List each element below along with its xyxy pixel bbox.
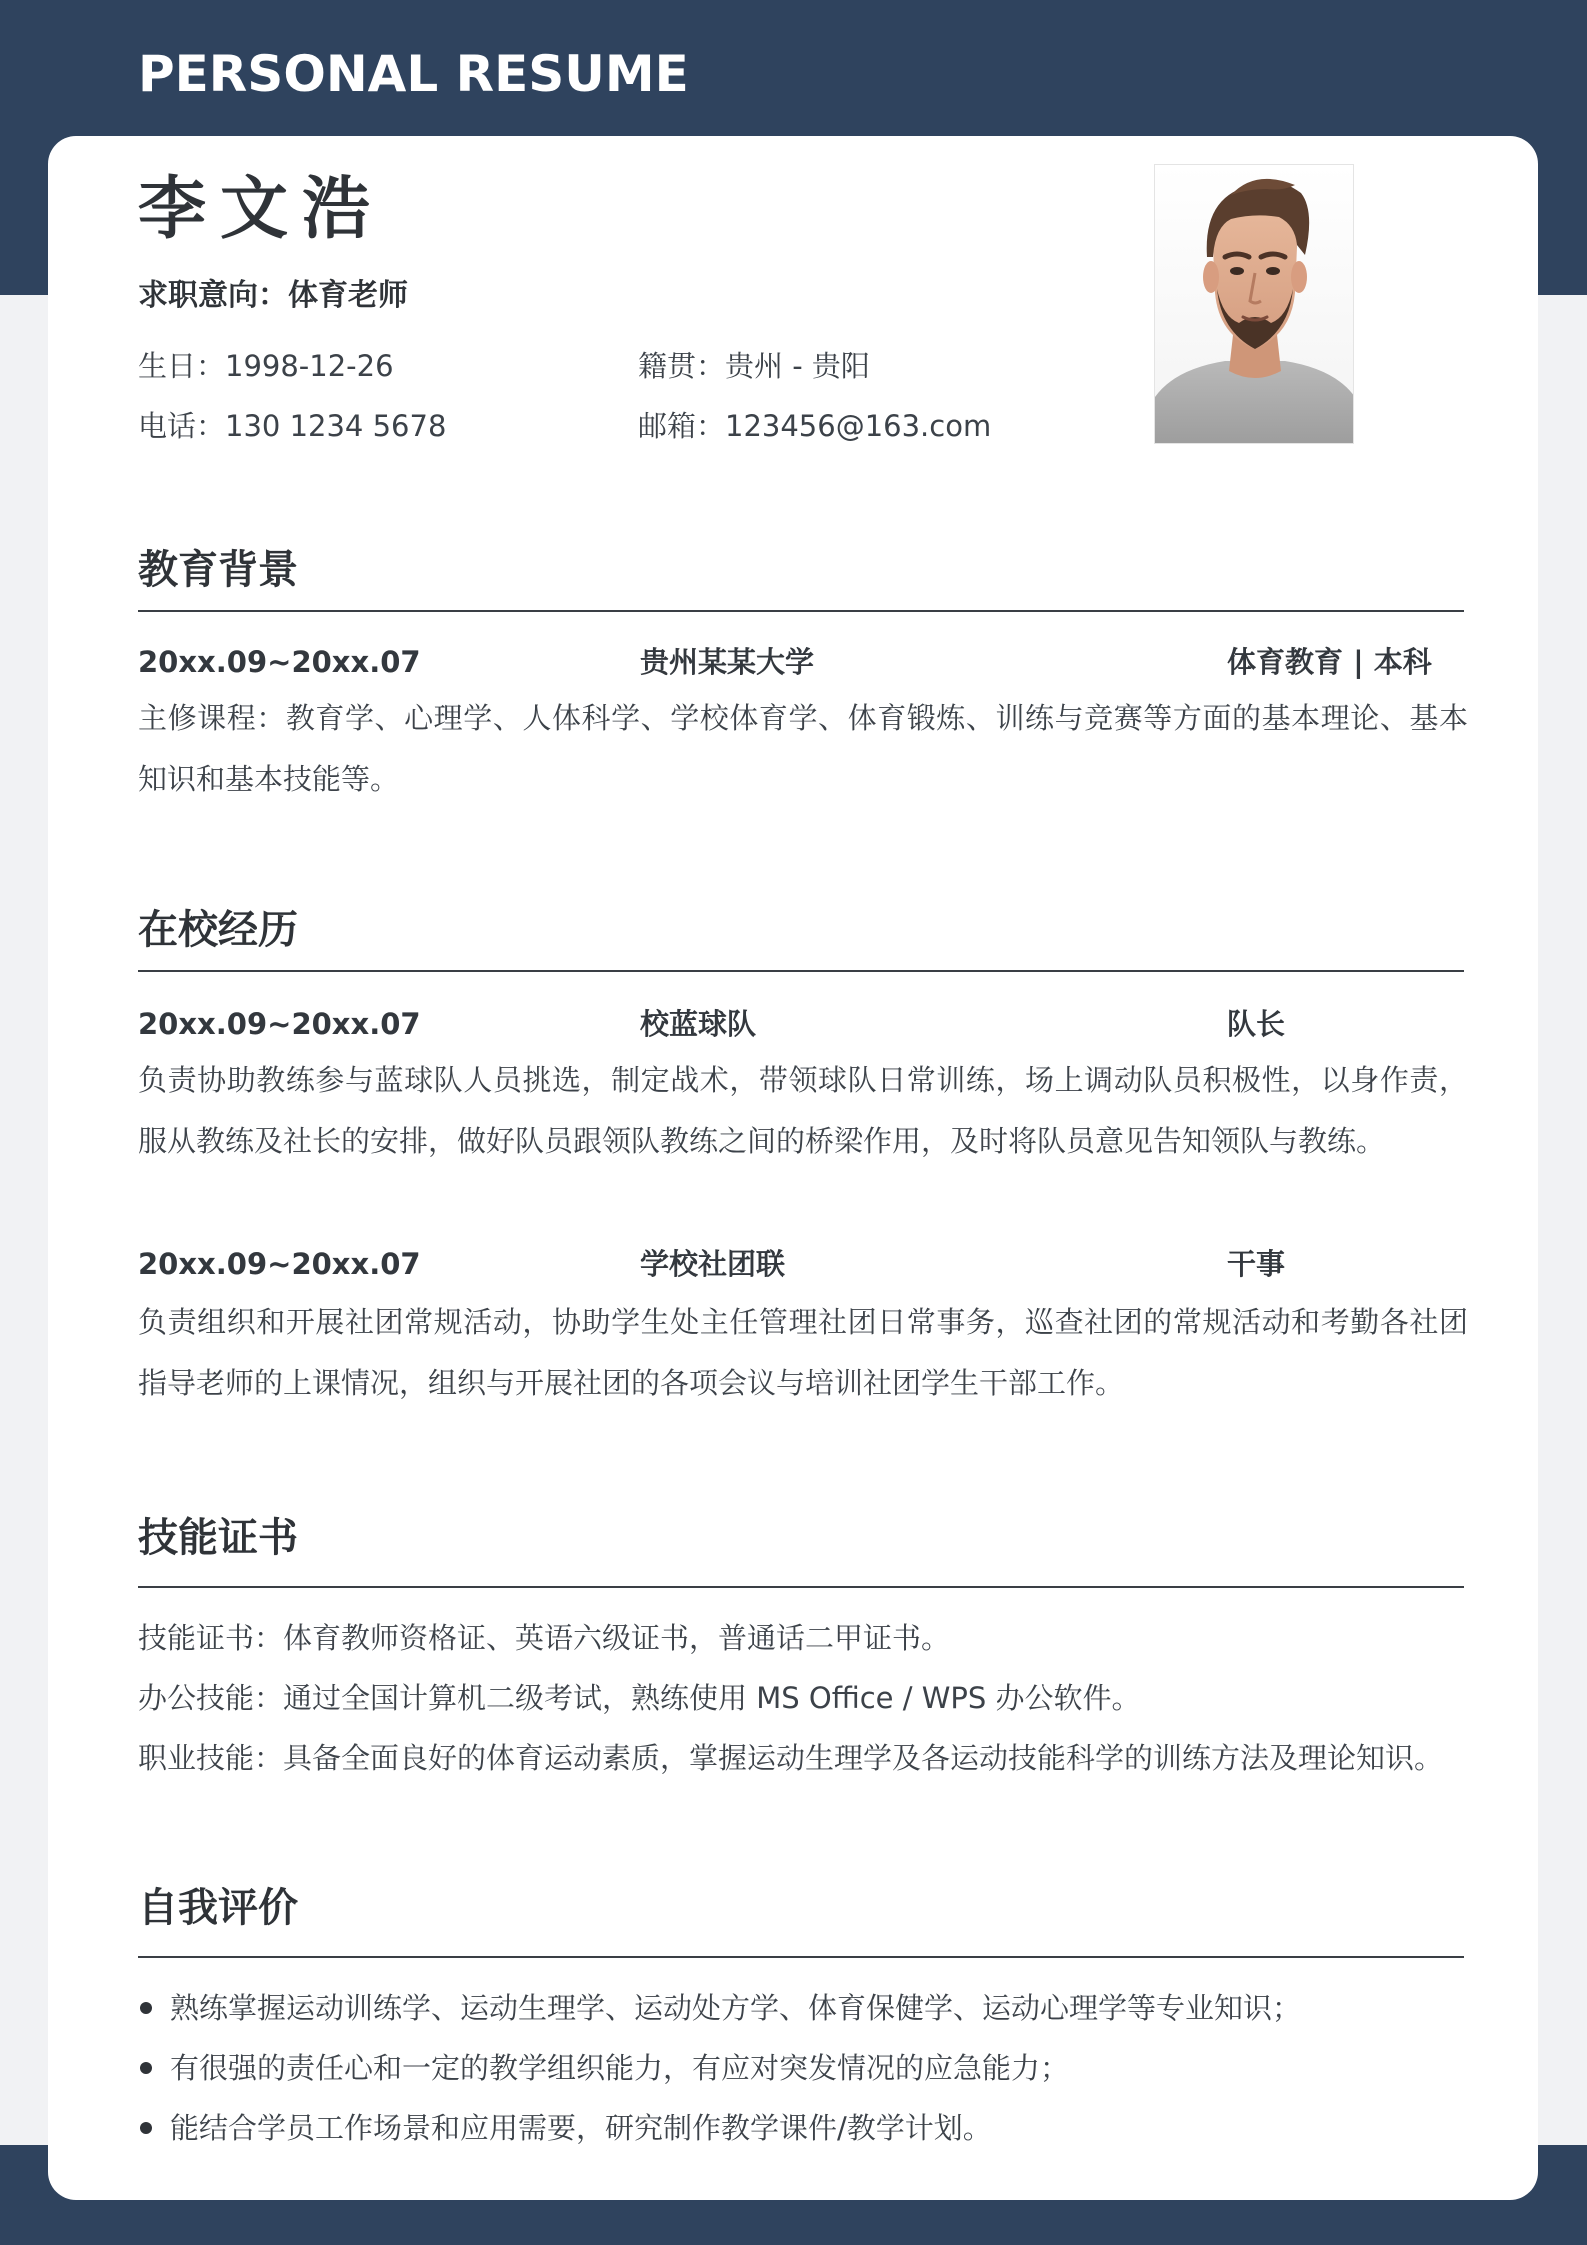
resume-header-title: PERSONAL RESUME: [138, 45, 689, 103]
campus-entry-description: 负责组织和开展社团常规活动，协助学生处主任管理社团日常事务，巡查社团的常规活动和考勤各社团指导老师的上课情况，组织与开展社团的各项会议与培训社团学生干部工作。: [138, 1305, 1468, 1400]
education-major: 体育教育 | 本科: [1227, 645, 1432, 679]
bullet-icon: [140, 2002, 152, 2014]
section-title-education: 教育背景: [138, 547, 298, 593]
skill-line: 职业技能：具备全面良好的体育运动素质，掌握运动生理学及各运动技能科学的训练方法及理论知识。: [138, 1741, 1444, 1775]
campus-entry-role: 队长: [1227, 1007, 1286, 1041]
resume-card: [48, 136, 1538, 2200]
phone-field: 电话：130 1234 5678: [138, 409, 447, 443]
campus-entry-org: 校蓝球队: [640, 1007, 757, 1041]
education-school: 贵州某某大学: [640, 645, 815, 679]
section-title-skills: 技能证书: [138, 1515, 298, 1561]
profile-photo: [1154, 164, 1354, 444]
hometown-field: 籍贯：贵州 - 贵阳: [638, 349, 870, 383]
bullet-icon: [140, 2122, 152, 2134]
evaluation-text: 熟练掌握运动训练学、运动生理学、运动处方学、体育保健学、运动心理学等专业知识；: [170, 1991, 1302, 2025]
birthday-field: 生日：1998-12-26: [138, 349, 394, 383]
education-date: 20xx.09~20xx.07: [138, 645, 421, 679]
email-field: 邮箱：123456@163.com: [638, 409, 992, 443]
section-divider: [138, 610, 1464, 612]
bullet-icon: [140, 2062, 152, 2074]
section-divider: [138, 1586, 1464, 1588]
candidate-name: 李文浩: [138, 170, 385, 249]
section-title-self-evaluation: 自我评价: [138, 1885, 298, 1931]
campus-entry-date: 20xx.09~20xx.07: [138, 1007, 421, 1041]
campus-entry-date: 20xx.09~20xx.07: [138, 1247, 421, 1281]
section-title-campus: 在校经历: [138, 907, 298, 953]
skill-line: 办公技能：通过全国计算机二级考试，熟练使用 MS Office / WPS 办公软件。: [138, 1681, 1141, 1715]
job-objective: 求职意向：体育老师: [138, 278, 408, 313]
campus-entry-org: 学校社团联: [640, 1247, 786, 1281]
skill-line: 技能证书：体育教师资格证、英语六级证书，普通话二甲证书。: [138, 1621, 951, 1655]
campus-entry-role: 干事: [1227, 1247, 1286, 1281]
evaluation-text: 能结合学员工作场景和应用需要，研究制作教学课件/教学计划。: [170, 2111, 992, 2145]
section-divider: [138, 1956, 1464, 1958]
campus-entry-description: 负责协助教练参与蓝球队人员挑选，制定战术，带领球队日常训练，场上调动队员积极性，以身作责，服从教练及社长的安排，做好队员跟领队教练之间的桥梁作用，及时将队员意见告知领队与教练。: [138, 1063, 1468, 1158]
evaluation-text: 有很强的责任心和一定的教学组织能力，有应对突发情况的应急能力；: [170, 2051, 1070, 2085]
education-description: 主修课程：教育学、心理学、人体科学、学校体育学、体育锻炼、训练与竞赛等方面的基本理论、基本知识和基本技能等。: [138, 701, 1468, 796]
section-divider: [138, 970, 1464, 972]
portrait-image: [1155, 165, 1354, 444]
